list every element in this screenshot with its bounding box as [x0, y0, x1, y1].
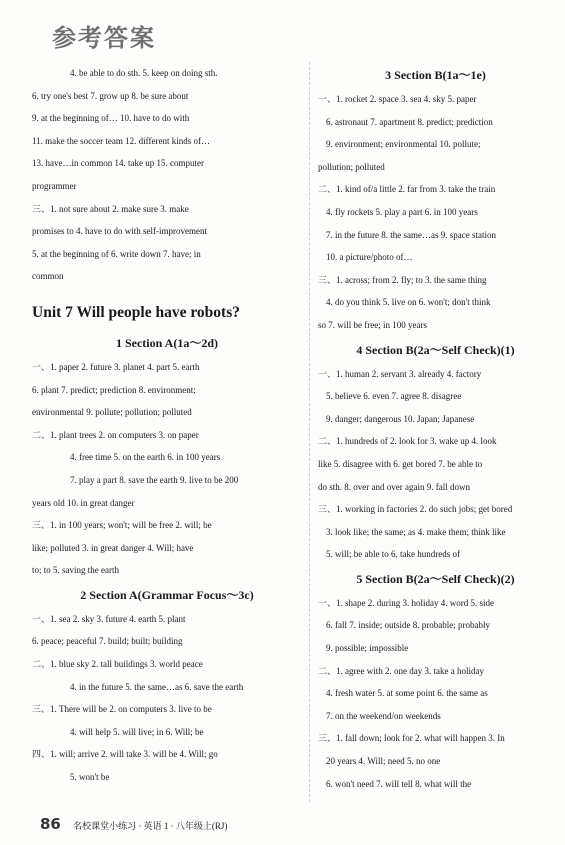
answer-line: 一、1. human 2. servant 3. already 4. factory	[318, 368, 482, 379]
answer-line: like; polluted 3. in great danger 4. Will; have	[32, 542, 194, 553]
answer-line: so 7. will be free; in 100 years	[318, 319, 427, 330]
answer-line: 4. in the future 5. the same…as 6. save the earth	[70, 681, 244, 692]
answer-line: 6. won't need 7. will tell 8. what will the	[326, 778, 472, 789]
answer-line: 一、1. rocket 2. space 3. sea 4. sky 5. paper	[318, 94, 477, 104]
left-column	[32, 62, 302, 789]
page-title: 参考答案	[52, 24, 156, 52]
answer-line: 4. fresh water 5. at some point 6. the same as	[326, 688, 488, 699]
unit-heading: Unit 7 Will people have robots?	[32, 303, 240, 321]
answer-line: 三、1. fall down; look for 2. what will happen 3. In	[318, 733, 505, 744]
answer-line: 13. have…in common 14. take up 15. computer	[32, 158, 204, 169]
answer-line: 一、1. shape 2. during 3. holiday 4. word 5. side	[318, 597, 494, 608]
answer-line: 5. believe 6. even 7. agree 8. disagree	[326, 391, 462, 402]
answer-line: 二、1. plant trees 2. on computers 3. on paper	[32, 429, 199, 440]
answer-line: 6. peace; peaceful 7. build; built; building	[32, 636, 183, 647]
answer-line: do sth. 8. over and over again 9. fall down	[318, 481, 470, 492]
answer-line: 三、1. not sure about 2. make sure 3. make	[32, 203, 189, 214]
answer-line: 一、1. sea 2. sky 3. future 4. earth 5. plant	[32, 613, 186, 624]
footer-text: 名校课堂小练习 · 英语 1 · 八年级上(RJ)	[73, 821, 228, 831]
answer-line: 三、1. There will be 2. on computers 3. live to be	[32, 704, 212, 715]
answer-line: 7. play a part 8. save the earth 9. live to be 200	[70, 474, 239, 485]
section-heading: 4 Section B(2a～Self Check)(1)	[356, 342, 515, 357]
column-divider	[309, 62, 310, 802]
answer-line: 3. look like; the same; as 4. make them; think like	[326, 526, 506, 537]
answer-line: 7. in the future 8. the same…as 9. space station	[326, 229, 496, 240]
answer-line: 4. fly rockets 5. play a part 6. in 100 years	[326, 206, 478, 217]
answer-line: 二、1. kind of/a little 2. far from 3. take the train	[318, 184, 496, 195]
answer-line: to; to 5. saving the earth	[32, 565, 119, 576]
answer-line: 6. plant 7. predict; prediction 8. environment;	[32, 384, 196, 395]
answer-line: promises to 4. have to do with self-improvement	[32, 226, 207, 237]
answer-line: 9. possible; impossible	[326, 643, 409, 654]
page-number: 86	[40, 815, 61, 833]
answer-line: common	[32, 271, 64, 282]
footer	[40, 815, 227, 833]
answer-line: 5. will; be able to 6. take hundreds of	[326, 549, 460, 560]
section-heading: 2 Section A(Grammar Focus～3c)	[80, 587, 254, 602]
section-heading: 5 Section B(2a～Self Check)(2)	[356, 571, 515, 586]
answer-line: years old 10. in great danger	[32, 497, 135, 508]
answer-line: 10. a picture/photo of…	[326, 252, 413, 263]
answer-line: 4. be able to do sth. 5. keep on doing sth.	[70, 68, 218, 78]
answer-line: 9. at the beginning of… 10. have to do with	[32, 113, 190, 124]
answer-line: 4. do you think 5. live on 6. won't; don't think	[326, 297, 491, 308]
answer-line: 三、1. in 100 years; won't; will be free 2. will; be	[32, 520, 212, 531]
answer-line: environmental 9. pollute; pollution; polluted	[32, 407, 192, 418]
answer-line: 二、1. agree with 2. one day 3. take a holiday	[318, 665, 484, 676]
answer-line: 5. at the beginning of 6. write down 7. have; in	[32, 248, 201, 259]
answer-line: 4. free time 5. on the earth 6. in 100 years	[70, 452, 221, 463]
answer-line: 三、1. working in factories 2. do such jobs; get bored	[318, 504, 513, 515]
section-heading: 3 Section B(1a～1e)	[385, 68, 486, 82]
answer-line: 6. astronaut 7. apartment 8. predict; prediction	[326, 116, 493, 127]
answer-line: 6. fall 7. inside; outside 8. probable; probably	[326, 620, 490, 631]
answer-line: 二、1. hundreds of 2. look for 3. wake up 4. look	[318, 436, 497, 447]
answer-line: 11. make the soccer team 12. different kinds of…	[32, 135, 210, 146]
answer-line: like 5. disagree with 6. get bored 7. be able to	[318, 458, 483, 469]
answer-line: 一、1. paper 2. future 3. planet 4. part 5. earth	[32, 361, 200, 372]
answer-line: 9. environment; environmental 10. pollute;	[326, 139, 481, 150]
answer-line: programmer	[32, 180, 77, 191]
answer-line: 9. danger; dangerous 10. Japan; Japanese	[326, 413, 475, 424]
answer-line: 20 years 4. Will; need 5. no one	[326, 756, 441, 767]
answer-line: 二、1. blue sky 2. tall buildings 3. world peace	[32, 659, 203, 670]
right-column	[318, 62, 553, 795]
answer-line: 三、1. across; from 2. fly; to 3. the same thing	[318, 274, 487, 285]
section-heading: 1 Section A(1a～2d)	[115, 335, 218, 350]
answer-line: 7. on the weekend/on weekends	[326, 710, 441, 721]
answer-line: pollution; polluted	[318, 161, 385, 172]
answer-line: 4. will help 5. will live; in 6. Will; be	[70, 726, 204, 737]
answer-line: 6. try one's best 7. grow up 8. be sure about	[32, 90, 189, 101]
answer-line: 四、1. will; arrive 2. will take 3. will be 4. Will; go	[32, 749, 218, 760]
answer-line: 5. won't be	[70, 772, 110, 783]
